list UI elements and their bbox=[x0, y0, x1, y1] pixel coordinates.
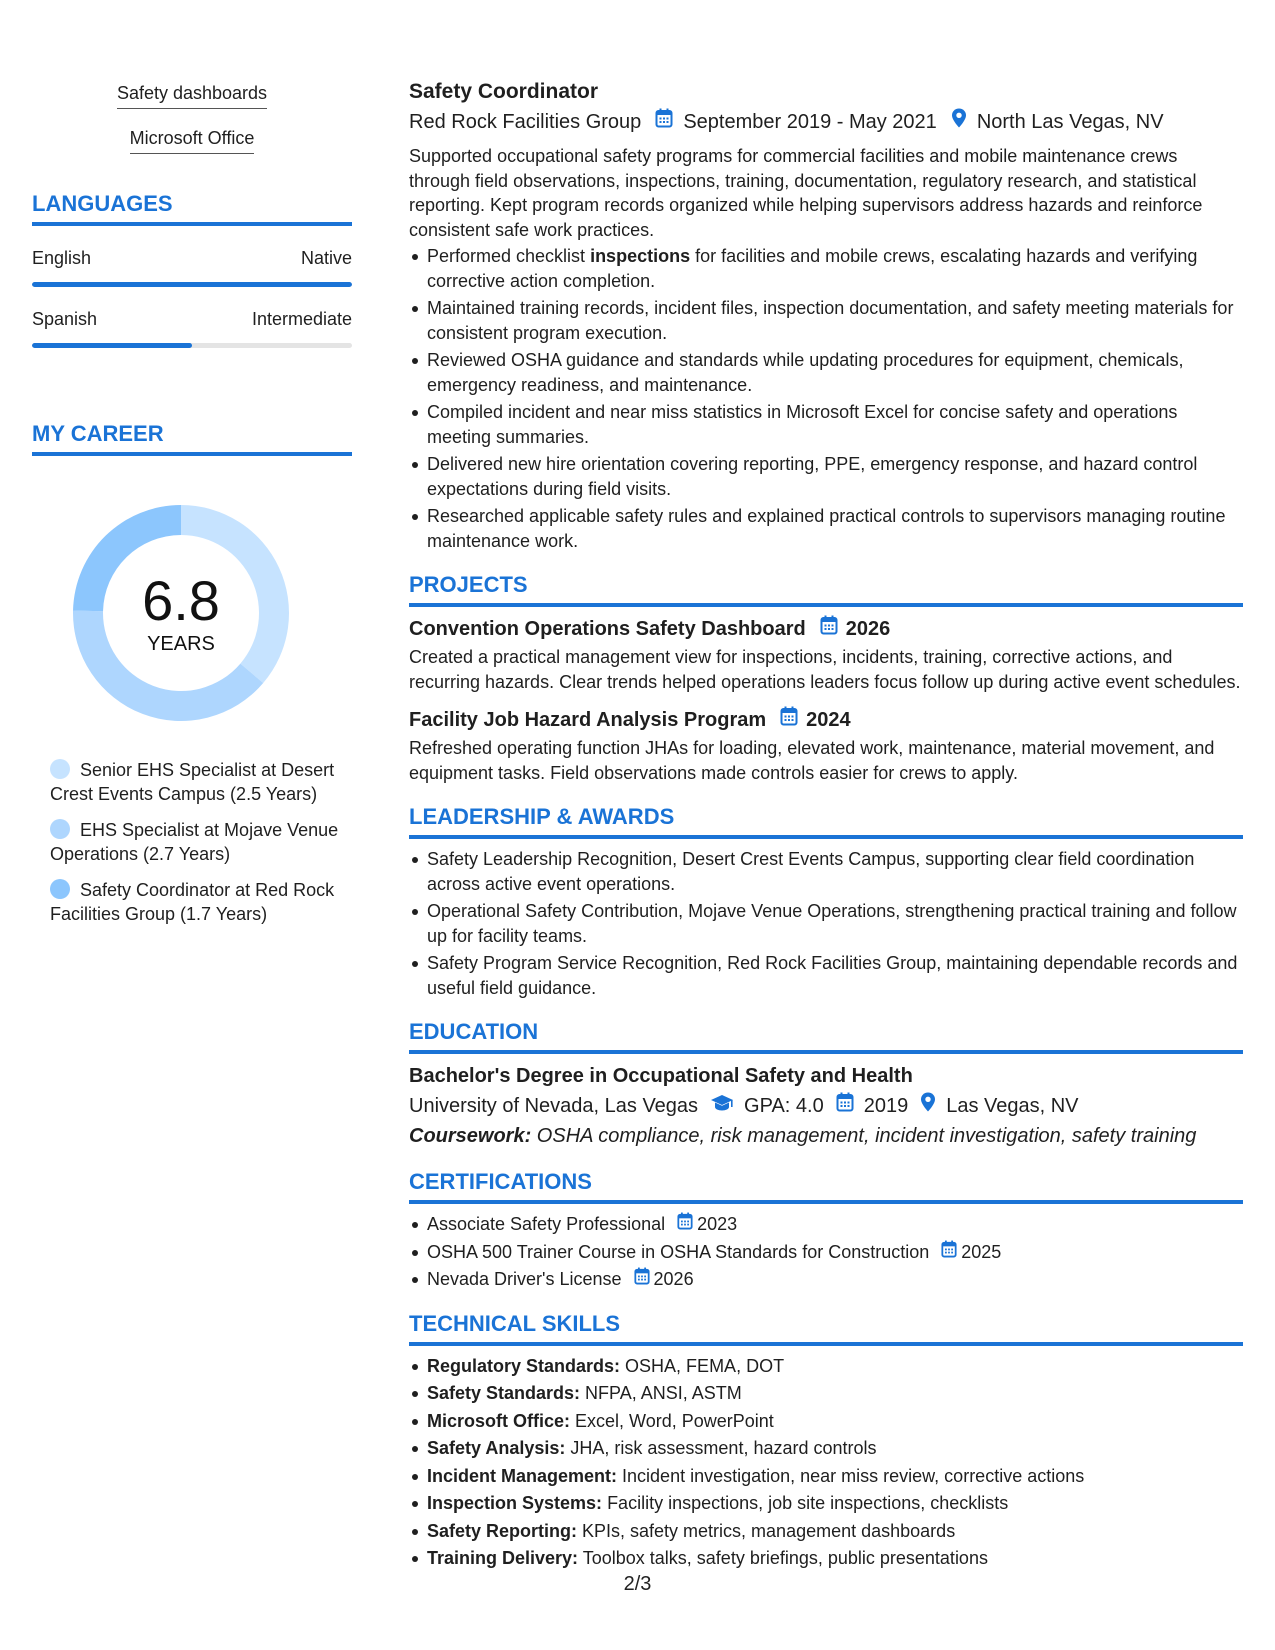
technical-skill-item bbox=[409, 1409, 1243, 1434]
coursework-text: OSHA compliance, risk management, incident investigation, safety training bbox=[531, 1125, 1197, 1147]
language-level: Intermediate bbox=[251, 309, 352, 329]
bullet-text: for facilities and mobile crews, escalating hazards and verifying corrective action completion. bbox=[427, 246, 1198, 291]
certification-year: 2023 bbox=[697, 1214, 738, 1234]
job-bullet bbox=[409, 244, 1243, 293]
certification-year: 2025 bbox=[961, 1241, 1002, 1262]
skill-category: Microsoft Office: bbox=[427, 1410, 571, 1431]
job-company: Red Rock Facilities Group bbox=[409, 111, 642, 133]
skill-category: Safety Analysis: bbox=[427, 1438, 566, 1458]
award-item: Safety Leadership Recognition, Desert Crest Events Campus, supporting clear field coordination across active event operations. bbox=[409, 847, 1243, 896]
experience-entry bbox=[409, 78, 1243, 553]
job-bullet: Compiled incident and near miss statistics in Microsoft Excel for concise safety and operations meeting summaries. bbox=[409, 400, 1243, 449]
skill-values: OSHA, FEMA, DOT bbox=[620, 1355, 785, 1376]
coursework-label: Coursework: bbox=[409, 1125, 532, 1147]
skill-values: KPIs, safety metrics, management dashboards bbox=[577, 1520, 956, 1541]
job-meta bbox=[409, 108, 1243, 136]
skill-values: JHA, risk assessment, hazard controls bbox=[565, 1438, 877, 1458]
calendar-icon bbox=[820, 615, 838, 643]
project-title: Facility Job Hazard Analysis Program bbox=[409, 709, 767, 731]
language-item bbox=[32, 246, 352, 287]
language-item bbox=[32, 307, 352, 348]
legend-dot-icon bbox=[50, 819, 70, 839]
project-description: Refreshed operating function JHAs for loading, elevated work, maintenance, material movement, and equipment tasks. Field observations made controls easier for crews to apply. bbox=[409, 738, 1215, 783]
skill-category: Safety Reporting: bbox=[427, 1520, 578, 1541]
certification-item bbox=[409, 1240, 1243, 1265]
technical-skill-item bbox=[409, 1519, 1243, 1544]
calendar-icon bbox=[780, 706, 798, 734]
skill-category: Incident Management: bbox=[427, 1465, 618, 1486]
skill-values: Toolbox talks, safety briefings, public presentations bbox=[578, 1548, 988, 1568]
skill-values: Incident investigation, near miss review, corrective actions bbox=[617, 1465, 1085, 1486]
language-name: Spanish bbox=[32, 309, 98, 329]
graduation-year: 2019 bbox=[863, 1095, 909, 1117]
education-meta bbox=[409, 1092, 1243, 1120]
technical-skills-section bbox=[409, 1310, 1243, 1571]
language-proficiency-fill bbox=[32, 282, 352, 287]
certifications-section bbox=[409, 1168, 1243, 1292]
main-content bbox=[409, 78, 1243, 1574]
certification-name: Nevada Driver's License bbox=[427, 1269, 622, 1289]
calendar-icon bbox=[677, 1212, 693, 1237]
skill-tag: Safety dashboards bbox=[117, 80, 267, 109]
sidebar bbox=[32, 80, 352, 938]
legend-dot-icon bbox=[50, 759, 70, 779]
projects-heading: PROJECTS bbox=[409, 571, 1243, 607]
career-legend bbox=[32, 758, 352, 926]
language-proficiency-bar bbox=[32, 343, 352, 348]
skill-tag: Microsoft Office bbox=[130, 125, 255, 154]
language-level: Native bbox=[300, 248, 352, 268]
technical-skill-item bbox=[409, 1381, 1243, 1406]
award-item: Safety Program Service Recognition, Red Rock Facilities Group, maintaining dependable records and useful field guidance. bbox=[409, 951, 1243, 1000]
page-number: 2/3 bbox=[623, 1573, 652, 1595]
job-title: Safety Coordinator bbox=[409, 80, 599, 103]
coursework bbox=[409, 1122, 1243, 1150]
job-summary: Supported occupational safety programs for commercial facilities and mobile maintenance crews through field observations, inspections, training, documentation, regulatory research, and statistical reporting. Kept program records organized while helping supervisors address hazards and reinforce consistent safe work practices. bbox=[409, 146, 1203, 240]
skill-category: Safety Standards: bbox=[427, 1383, 581, 1403]
career-legend-item bbox=[50, 818, 342, 866]
school-name: University of Nevada, Las Vegas bbox=[409, 1095, 699, 1117]
award-item: Operational Safety Contribution, Mojave Venue Operations, strengthening practical training and follow up for facility teams. bbox=[409, 899, 1243, 948]
calendar-icon bbox=[941, 1240, 957, 1265]
legend-label: Senior EHS Specialist at Desert Crest Events Campus (2.5 Years) bbox=[50, 760, 335, 804]
certifications-heading: CERTIFICATIONS bbox=[409, 1168, 1243, 1204]
certification-item bbox=[409, 1212, 1243, 1237]
languages-heading: LANGUAGES bbox=[32, 190, 352, 226]
location-pin-icon bbox=[920, 1092, 936, 1120]
technical-skill-item bbox=[409, 1491, 1243, 1516]
education-section bbox=[409, 1018, 1243, 1150]
technical-skills-list bbox=[409, 1354, 1243, 1571]
awards-section bbox=[409, 803, 1243, 1000]
technical-skill-item bbox=[409, 1546, 1243, 1571]
job-location: North Las Vegas, NV bbox=[976, 111, 1164, 133]
calendar-icon bbox=[634, 1267, 650, 1292]
gpa: GPA: 4.0 bbox=[744, 1095, 824, 1117]
skill-category: Inspection Systems: bbox=[427, 1493, 603, 1513]
certification-item bbox=[409, 1267, 1243, 1292]
career-heading: MY CAREER bbox=[32, 420, 352, 456]
career-donut-chart bbox=[66, 498, 296, 728]
legend-label: Safety Coordinator at Red Rock Facilities Group (1.7 Years) bbox=[50, 880, 335, 924]
education-location: Las Vegas, NV bbox=[946, 1095, 1079, 1117]
career-legend-item bbox=[50, 878, 342, 926]
job-bullet: Reviewed OSHA guidance and standards while updating procedures for equipment, chemicals, emergency readiness, and maintenance. bbox=[409, 348, 1243, 397]
bullet-text: Performed checklist bbox=[427, 246, 591, 266]
language-proficiency-bar bbox=[32, 282, 352, 287]
bullet-bold-text: inspections bbox=[590, 246, 691, 266]
projects-section bbox=[409, 571, 1243, 785]
career-legend-item bbox=[50, 758, 342, 806]
skill-category: Regulatory Standards: bbox=[427, 1355, 621, 1376]
project-title: Convention Operations Safety Dashboard bbox=[409, 618, 806, 640]
project-year: 2024 bbox=[806, 709, 851, 731]
degree-title: Bachelor's Degree in Occupational Safety and Health bbox=[409, 1065, 913, 1087]
skill-values: Facility inspections, job site inspections, checklists bbox=[602, 1493, 1009, 1513]
project-description: Created a practical management view for inspections, incidents, training, corrective actions, and recurring hazards. Clear trends helped operations leaders focus follow up during active event schedules. bbox=[409, 647, 1241, 692]
awards-list bbox=[409, 847, 1243, 1000]
skill-values: NFPA, ANSI, ASTM bbox=[580, 1383, 742, 1403]
education-heading: EDUCATION bbox=[409, 1018, 1243, 1054]
calendar-icon bbox=[836, 1092, 854, 1120]
language-proficiency-fill bbox=[32, 343, 192, 348]
location-pin-icon bbox=[951, 108, 967, 136]
job-bullets bbox=[409, 244, 1243, 553]
certification-year: 2026 bbox=[653, 1269, 694, 1289]
certifications-list bbox=[409, 1212, 1243, 1292]
language-name: English bbox=[32, 248, 92, 268]
job-bullet: Delivered new hire orientation covering reporting, PPE, emergency response, and hazard control expectations during field visits. bbox=[409, 452, 1243, 501]
certification-name: Associate Safety Professional bbox=[427, 1214, 666, 1234]
job-bullet: Maintained training records, incident files, inspection documentation, and safety meeting materials for consistent program execution. bbox=[409, 296, 1243, 345]
career-total-years: 6.8 bbox=[142, 569, 220, 632]
project-title-row bbox=[409, 615, 1243, 643]
graduation-cap-icon bbox=[710, 1092, 734, 1120]
career-total-unit: YEARS bbox=[147, 633, 215, 655]
project-year: 2026 bbox=[845, 618, 891, 640]
skill-category: Training Delivery: bbox=[427, 1548, 579, 1568]
skill-values: Excel, Word, PowerPoint bbox=[570, 1410, 774, 1431]
technical-skill-item bbox=[409, 1464, 1243, 1489]
awards-heading: LEADERSHIP & AWARDS bbox=[409, 803, 1243, 839]
legend-label: EHS Specialist at Mojave Venue Operations (2.7 Years) bbox=[50, 820, 339, 864]
project-title-row bbox=[409, 706, 1243, 734]
technical-skills-heading: TECHNICAL SKILLS bbox=[409, 1310, 1243, 1346]
job-dates: September 2019 - May 2021 bbox=[683, 111, 937, 133]
calendar-icon bbox=[655, 108, 673, 136]
technical-skill-item bbox=[409, 1354, 1243, 1379]
certification-name: OSHA 500 Trainer Course in OSHA Standards for Construction bbox=[427, 1241, 930, 1262]
technical-skill-item bbox=[409, 1436, 1243, 1461]
legend-dot-icon bbox=[50, 879, 70, 899]
job-bullet: Researched applicable safety rules and explained practical controls to supervisors managing routine maintenance work. bbox=[409, 504, 1243, 553]
